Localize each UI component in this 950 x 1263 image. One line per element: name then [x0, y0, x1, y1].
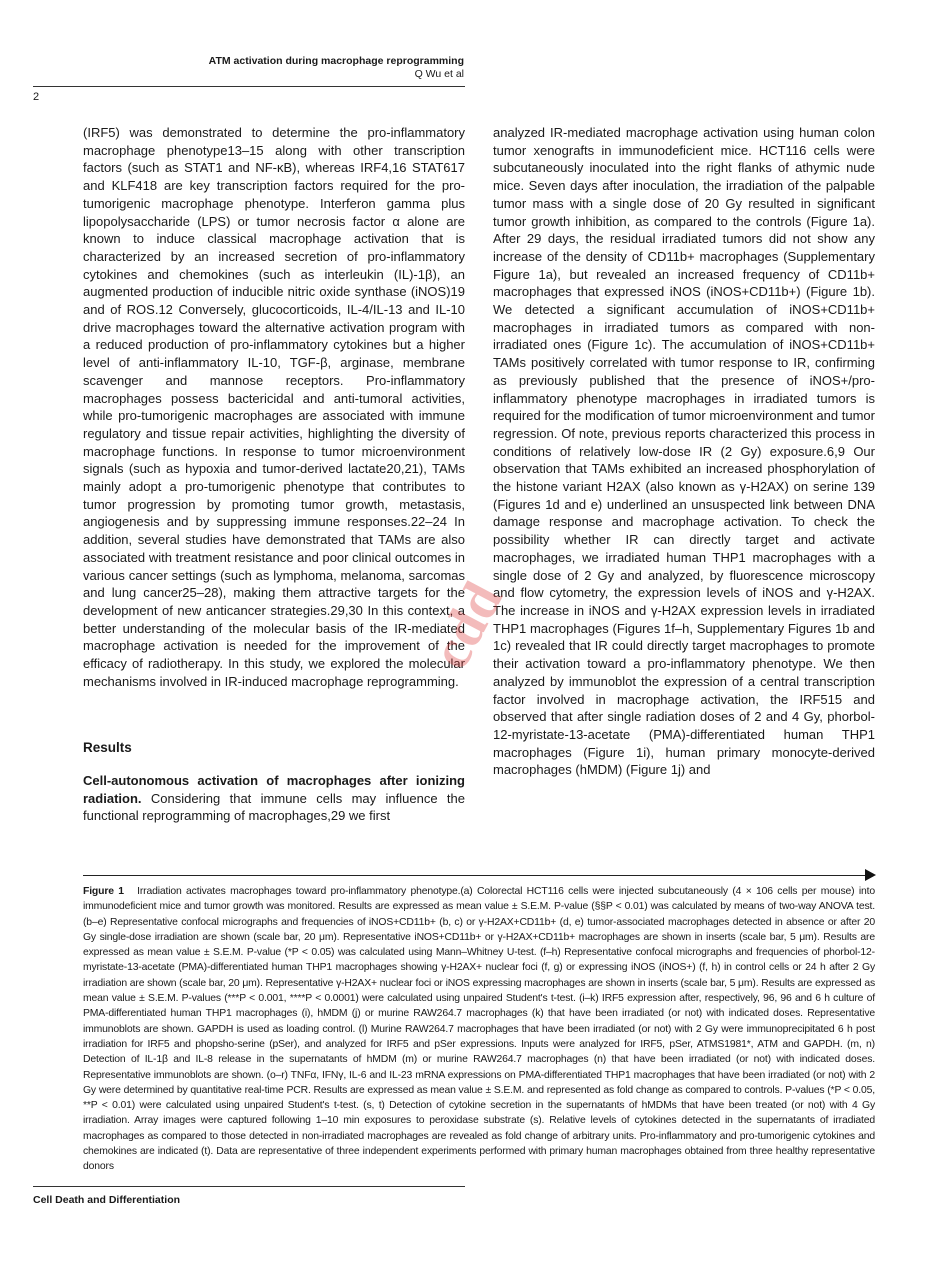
page-number: 2 [33, 91, 40, 103]
figure-caption-text: Irradiation activates macrophages toward pro-inflammatory phenotype.(a) Colorectal HCT116 cells were injected subcutaneously (4 × 106 cells per mouse) into immunodeficient mice and tumor growth was monitored. Results are expressed as mean value ± S.E.M. P-value (§§P < 0.01) was calculated by means of two-way ANOVA test. (b–e) Representative confocal micrographs and frequencies of iNOS+CD11b+ (b, c) or γ-H2AX+CD11b+ (d, e) tumor-associated macrophages detected in absence or after 20 Gy single-dose irradiation are shown (scale bar, 20 μm). Representative iNOS+CD11b+ or γ-H2AX+CD11b+ macrophages are shown in inserts (scale bar, 5 μm). Results are expressed as mean value ± S.E.M. P-value (*P < 0.05) was calculated using Mann–Whitney U-test. (f–h) Representative confocal micrographs and frequencies of phorbol-12-myristate-13-acetate (PMA)-differentiated human THP1 macrophages showing γ-H2AX+ nuclear foci (f, g) or expressing iNOS (iNOS+) (f, h) in control cells or 24 h after 2 Gy irradiation are shown (scale bar, 20 μm). Representative γ-H2AX+ nuclear foci or iNOS expressing macrophages are shown in inserts (scale bar, 5 μm). Results are expressed as mean value ± S.E.M. P-values (***P < 0.001, ****P < 0.0001) were calculated using unpaired Student's t-test. (i–k) IRF5 expression after, respectively, 96, 96 and 6 h culture of PMA-differentiated human THP1 macrophages (i), hMDM (j) or murine RAW264.7 macrophages (k) that have been irradiated (or not) with indicated doses. Representative immunoblots are shown. GAPDH is used as loading control. (l) Murine RAW264.7 macrophages that have been irradiated (or not) with 2 Gy were immunoprecipitated 6 h post irradiation for IRF5 and phopsho-serine (pSer), and analyzed for IRF5 and pSer expressions. Inputs were analyzed for IRF5, pSer, ATMS1981*, ATM and GAPDH. (m, n) Detection of IL-1β and IL-8 release in the supernatants of hMDM (m) or murine RAW264.7 macrophages (n) that have been irradiated (or not) with indicated doses. Representative immunoblots are shown. (o–r) TNFα, IFNγ, IL-6 and IL-23 mRNA expressions on PMA-differentiated THP1 macrophages that have been irradiated (or not) with 2 Gy were determined by quantitative real-time PCR. Results are expressed as mean value ± S.E.M. and represented as fold change as compared to controls. P-values (*P < 0.05, **P < 0.01) were calculated using unpaired Student's t-test. (s, t) Detection of cytokine secretion in the supernatants of hMDMs that have been treated (or not) with 4 Gy irradiation. Array images were captured following 1–10 min exposures to peroxidase substrate (s). Relative levels of cytokines detected in the supernatants of irradiated macrophages as compared to those detected in non-irradiated macrophages are revealed as fold change of arbitrary units. Pro-inflammatory and pro-tumorigenic cytokines and chemokines are indicated (t). Data are representative of three independent experiments performed with primary human macrophages obtained from three healthy representative donors [83, 886, 876, 1173]
running-authors: Q Wu et al [414, 68, 464, 80]
subsection-title: Cell-autonomous activation of macrophages after ionizing radiation. [83, 773, 465, 806]
header-rule [33, 86, 465, 87]
left-column [83, 124, 465, 691]
running-head [209, 55, 464, 81]
left-paragraph: (IRF5) was demonstrated to determine the pro-inflammatory macrophage phenotype13–15 along with other transcription factors (such as STAT1 and NF-κB), whereas IRF4,16 STAT617 and KLF418 are key transcription factors required for the pro-tumorigenic macrophage phenotype. Interferon gamma plus lipopolysaccharide (LPS) or tumor necrosis factor α alone are known to induce classical macrophage activation that is characterized by an increased secretion of pro-inflammatory cytokines and chemokines (such as interleukin (IL)-1β), an augmented production of inducible nitric oxide synthase (iNOS)19 and of ROS.12 Conversely, glucocorticoids, IL-4/IL-13 and IL-10 drive macrophages toward the alternative activation program with a reduced production of pro-inflammatory cytokines but a higher level of anti-inflammatory IL-10, TGF-β, arginase, membrane scavenger and mannose receptors. Pro-inflammatory macrophages possess bactericidal and anti-tumoral activities, while pro-tumorigenic macrophages are associated with immune regulatory and tissue repair activities, highlighting the diversity of macrophage functions. In response to tumor microenvironment signals (such as hypoxia and tumor-derived lactate20,21), TAMs mainly adopt a pro-tumorigenic phenotype that contributes to tumor progression by promoting tumor growth, metastasis, angiogenesis and by suppressing immune responses.22–24 In addition, several studies have demonstrated that TAMs are also associated with treatment resistance and poor clinical outcomes in various cancer settings (such as lymphoma, melanoma, sarcomas and lung cancer25–28), making them attractive targets for the development of new anticancer strategies.29,30 In this context, a better understanding of the molecular basis of the IR-mediated macrophage activation is needed for the improvement of the efficacy of radiotherapy. In this study, we explored the molecular mechanisms involved in IR-induced macrophage reprogramming. [83, 125, 465, 689]
results-subsection [83, 772, 465, 825]
footer-rule [33, 1186, 465, 1187]
figure-label: Figure 1 [83, 886, 124, 897]
right-paragraph: analyzed IR-mediated macrophage activation using human colon tumor xenografts in immunodeficient mice. HCT116 cells were subcutaneously inoculated into the right flanks of athymic nude mice. Seven days after inoculation, the irradiation of the palpable tumor mass with a single dose of 20 Gy resulted in significant tumor growth inhibition, as compared to the controls (Figure 1a). After 29 days, the residual irradiated tumors did not show any increase of the density of CD11b+ macrophages (Supplementary Figure 1a), but revealed an increased frequency of CD11b+ macrophages that expressed iNOS (iNOS+CD11b+) (Figure 1b). We detected a significant accumulation of iNOS+CD11b+ macrophages in irradiated tumors as compared with non-irradiated ones (Figure 1c). The accumulation of iNOS+CD11b+ TAMs positively correlated with tumor response to IR, confirming as previously published that the presence of iNOS+/pro-inflammatory phenotype macrophages in irradiated tumors is required for the modification of tumor microenvironment and tumor regression. Of note, previous reports characterized this process in conditions of relatively low-dose IR (2 Gy) exposure.6,9 Our observation that TAMs exhibited an increased phosphorylation of the histone variant H2AX (also known as γ-H2AX) on serine 139 (Figures 1d and e) underlined an unsuspected link between DNA damage response and macrophage activation. To check the possibility whether IR can directly target and activate macrophages, we irradiated human THP1 macrophages with a single dose of 2 Gy and analyzed, by fluorescence microscopy and flow cytometry, the expression levels of iNOS and γ-H2AX. The increase in iNOS and γ-H2AX expression levels in irradiated THP1 macrophages (Figures 1f–h, Supplementary Figures 1b and 1c) revealed that IR could directly target macrophages to promote their activation toward a pro-inflammatory phenotype. We then analyzed by immunoblot the expression of a central transcription factor involved in macrophage activation, the IRF515 and observed that after single radiation doses of 2 and 4 Gy, phorbol-12-myristate-13-acetate (PMA)-differentiated human THP1 macrophages (Figure 1i), human primary monocyte-derived macrophages (hMDM) (Figure 1j) and [493, 125, 875, 778]
figure-caption [83, 884, 875, 1175]
results-heading: Results [83, 740, 132, 755]
arrow-right-icon [865, 869, 876, 881]
running-title: ATM activation during macrophage reprogramming [208, 55, 464, 67]
journal-name: Cell Death and Differentiation [33, 1194, 181, 1206]
subsection-text: Considering that immune cells may influence the functional reprogramming of macrophages,29 we first [83, 790, 465, 824]
figure-rule [83, 875, 869, 876]
watermark-logo: cdd [419, 572, 515, 679]
right-column [493, 124, 875, 779]
